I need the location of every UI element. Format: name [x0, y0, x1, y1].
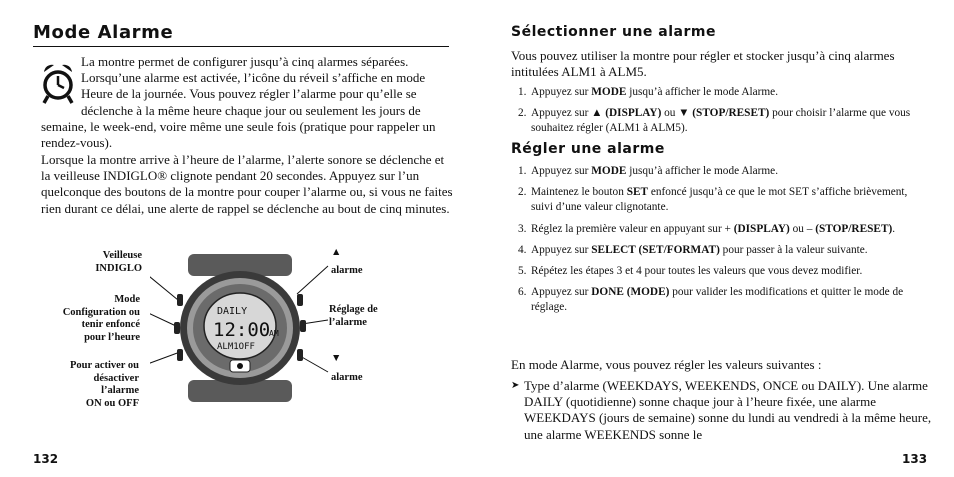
label-up-alarm: ▲ alarme — [331, 247, 363, 276]
label-indiglo: Veilleuse INDIGLO — [95, 250, 142, 274]
select-steps-list — [511, 85, 926, 143]
select-intro: Vous pouvez utiliser la montre pour régler et stocker jusqu’à cinq alarmes intitulées ALM1 à ALM5. — [511, 48, 895, 79]
page-number-left: 132 — [33, 452, 59, 466]
watch-diagram — [0, 240, 477, 420]
step-item: 1. Appuyez sur MODE jusqu’à afficher le mode Alarme. — [518, 165, 779, 177]
heading-select-alarm: Sélectionner une alarme — [511, 24, 716, 40]
label-on-off: Pour activer ou désactiver l’alarme ON ou OFF — [69, 360, 139, 409]
step-item: 6. Appuyez sur DONE (MODE) pour valider les modifications et quitter le mode de réglage. — [518, 286, 904, 314]
mode-intro: En mode Alarme, vous pouvez régler les valeurs suivantes : — [511, 357, 822, 372]
step-item: 3. Réglez la première valeur en appuyant sur + (DISPLAY) ou – (STOP/RESET). — [518, 222, 896, 235]
display-line3: ALM1OFF — [217, 342, 255, 352]
alarm-clock-icon — [39, 60, 77, 112]
step-item: 5. Répétez les étapes 3 et 4 pour toutes les valeurs que vous devez modifier. — [518, 265, 863, 278]
display-ampm: AM — [269, 329, 279, 338]
step-item: 2. Appuyez sur ▲ (DISPLAY) ou ▼ (STOP/RESET) pour choisir l’alarme que vous souhaitez régler (ALM1 à ALM5). — [518, 107, 911, 135]
display-line1: DAILY — [217, 306, 248, 317]
label-set-alarm: Réglage de l’alarme — [329, 304, 378, 328]
page-title: Mode Alarme — [33, 22, 449, 47]
label-down-alarm: ▼ alarme — [331, 353, 363, 383]
display-time: 12:00 — [213, 319, 271, 341]
step-item: 2. Maintenez le bouton SET enfoncé jusqu’à ce que le mot SET s’affiche brièvement, suivi d’une valeur clignotante. — [518, 186, 908, 214]
page-number-right: 133 — [902, 452, 928, 466]
set-steps-list — [511, 164, 926, 322]
alarm-type-bullet: ➤ Type d’alarme (WEEKDAYS, WEEKENDS, ONCE ou DAILY). Une alarme DAILY (quotidienne) sonne chaque jour à l’heure fixée, une alarme WEEKDAYS (jours de semaine) sonne du lundi au vendredi à la même heure, une alarme WEEKENDS sonne le — [511, 378, 932, 442]
bullet-arrow-icon: ➤ — [511, 380, 520, 391]
watch-illustration — [150, 248, 330, 408]
intro-paragraph: La montre permet de configurer jusqu’à cinq alarmes séparées. Lorsqu’une alarme est activée, l’icône du réveil s’affiche en mode Heure de la journée. Vous pouvez régler l’alarme pour qu’elle se déclenche à la même heure chaque jour ou seulement les jours de semaine, le week-end, voire même une seule fois (pratique pour rappeler un rendez-vous). — [41, 54, 436, 151]
heading-set-alarm: Régler une alarme — [511, 141, 665, 157]
step-item: 4. Appuyez sur SELECT (SET/FORMAT) pour passer à la valeur suivante. — [518, 243, 868, 256]
alarm-behavior-paragraph: Lorsque la montre arrive à l’heure de l’alarme, l’alerte sonore se déclenche et la veilleuse INDIGLO® clignote pendant 20 secondes. Appuyez sur l’un quelconque des boutons de la montre pour couper l’alarme ou, si vous ne faites rien durant ce délai, une alerte de rappel se déclenche au bout de cinq minutes. — [41, 152, 453, 216]
label-mode: Mode Configuration ou tenir enfoncé pour l’heure — [62, 294, 140, 343]
step-item: 1. Appuyez sur MODE jusqu’à afficher le mode Alarme. — [518, 86, 779, 98]
right-page — [477, 0, 954, 477]
